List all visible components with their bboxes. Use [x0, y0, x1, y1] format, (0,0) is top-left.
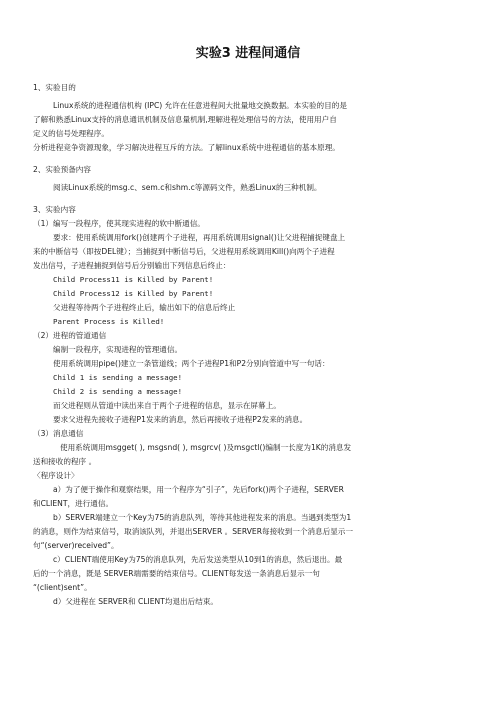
text-line: 要求：使用系统调用fork()创建两个子进程，再用系统调用signal()让父进程捕捉键盘上 [53, 233, 346, 242]
text-line: （1）编写一段程序，使其现实进程的软中断通信。 [33, 219, 205, 228]
text-line: 来的中断信号（即按DEL键）；当捕捉到中断信号后，父进程用系统调用Kill()向两个子进程 [33, 247, 335, 256]
text-line: Child 2 is sending a message! [53, 387, 183, 396]
text-line: “(client)sent”。 [33, 583, 92, 592]
text-line: 1、实验目的 [33, 83, 76, 92]
text-line: 了解和熟悉Linux支持的消息通讯机制及信息量机制,理解进程处理信号的方法，使用用户自 [33, 115, 337, 124]
text-line: 使用系统调用pipe()建立一条管道线；两个子进程P1和P2分别向管道中写一句话： [53, 359, 330, 368]
text-line: 编制一段程序，实现进程的管理通信。 [53, 345, 183, 354]
text-line: c）CLIENT端使用Key为75的消息队列，先后发送类型从10到1的消息，然后退出。最 [53, 555, 343, 564]
text-line: 句“(server)received”。 [33, 541, 119, 550]
text-line: 发出信号，子进程捕捉到信号后分别输出下列信息后终止： [33, 261, 231, 270]
text-line: 使用系统调用msgget( ), msgsnd( ), msgrcv( )及msgctl()编制一长度为1K的消息发 [60, 443, 352, 452]
text-line: 送和接收的程序 。 [33, 457, 97, 466]
text-line: 分析进程竞争资源现象，学习解决进程互斥的方法。了解linux系统中进程通信的基本原理。 [33, 143, 340, 152]
text-line: 而父进程则从管道中读出来自于两个子进程的信息，显示在屏幕上。 [53, 401, 281, 410]
text-line: Parent Process is Killed! [53, 317, 165, 326]
text-line: b）SERVER端建立一个Key为75的消息队列，等待其他进程发来的消息。当遇到类型为1 [53, 513, 352, 522]
text-line: （3）消息通信 [33, 429, 84, 438]
text-line: Linux系统的进程通信机构 (IPC) 允许在任意进程间大批量地交换数据。本实验的目的是 [53, 101, 347, 110]
document-title: 实验3 进程间通信 [195, 46, 301, 61]
text-line: 要求父进程先接收子进程P1发来的消息，然后再接收子进程P2发来的消息。 [53, 415, 308, 424]
text-line: Child Process11 is Killed by Parent! [53, 275, 214, 284]
text-line: Child 1 is sending a message! [53, 373, 183, 382]
text-line: a）为了便于操作和观察结果，用一个程序为“引子”，先后fork()两个子进程，SERVER [53, 485, 344, 494]
text-line: 阅读Linux系统的msg.c、sem.c和shm.c等源码文件，熟悉Linux的三种机制。 [53, 183, 322, 192]
text-line: Child Process12 is Killed by Parent! [53, 289, 214, 298]
text-line: d）父进程在 SERVER和 CLIENT均退出后结束。 [53, 597, 219, 606]
text-line: 后的一个消息，既是 SERVER端需要的结束信号。CLIENT每发送一条消息后显示一句 [33, 569, 320, 578]
text-line: （2）进程的管道通信 [33, 331, 107, 340]
text-line: 的消息，则作为结束信号，取消该队列，并退出SERVER 。SERVER每接收到一个消息后显示一 [33, 527, 354, 536]
text-line: 定义的信号处理程序。 [33, 129, 109, 138]
text-line: 和CLIENT，进行通信。 [33, 499, 114, 508]
text-line: 〈程序设计〉 [33, 471, 79, 480]
text-line: 3、实验内容 [33, 205, 76, 214]
text-line: 2、实验预备内容 [33, 165, 91, 174]
text-line: 父进程等待两个子进程终止后，输出如下的信息后终止 [53, 303, 236, 312]
